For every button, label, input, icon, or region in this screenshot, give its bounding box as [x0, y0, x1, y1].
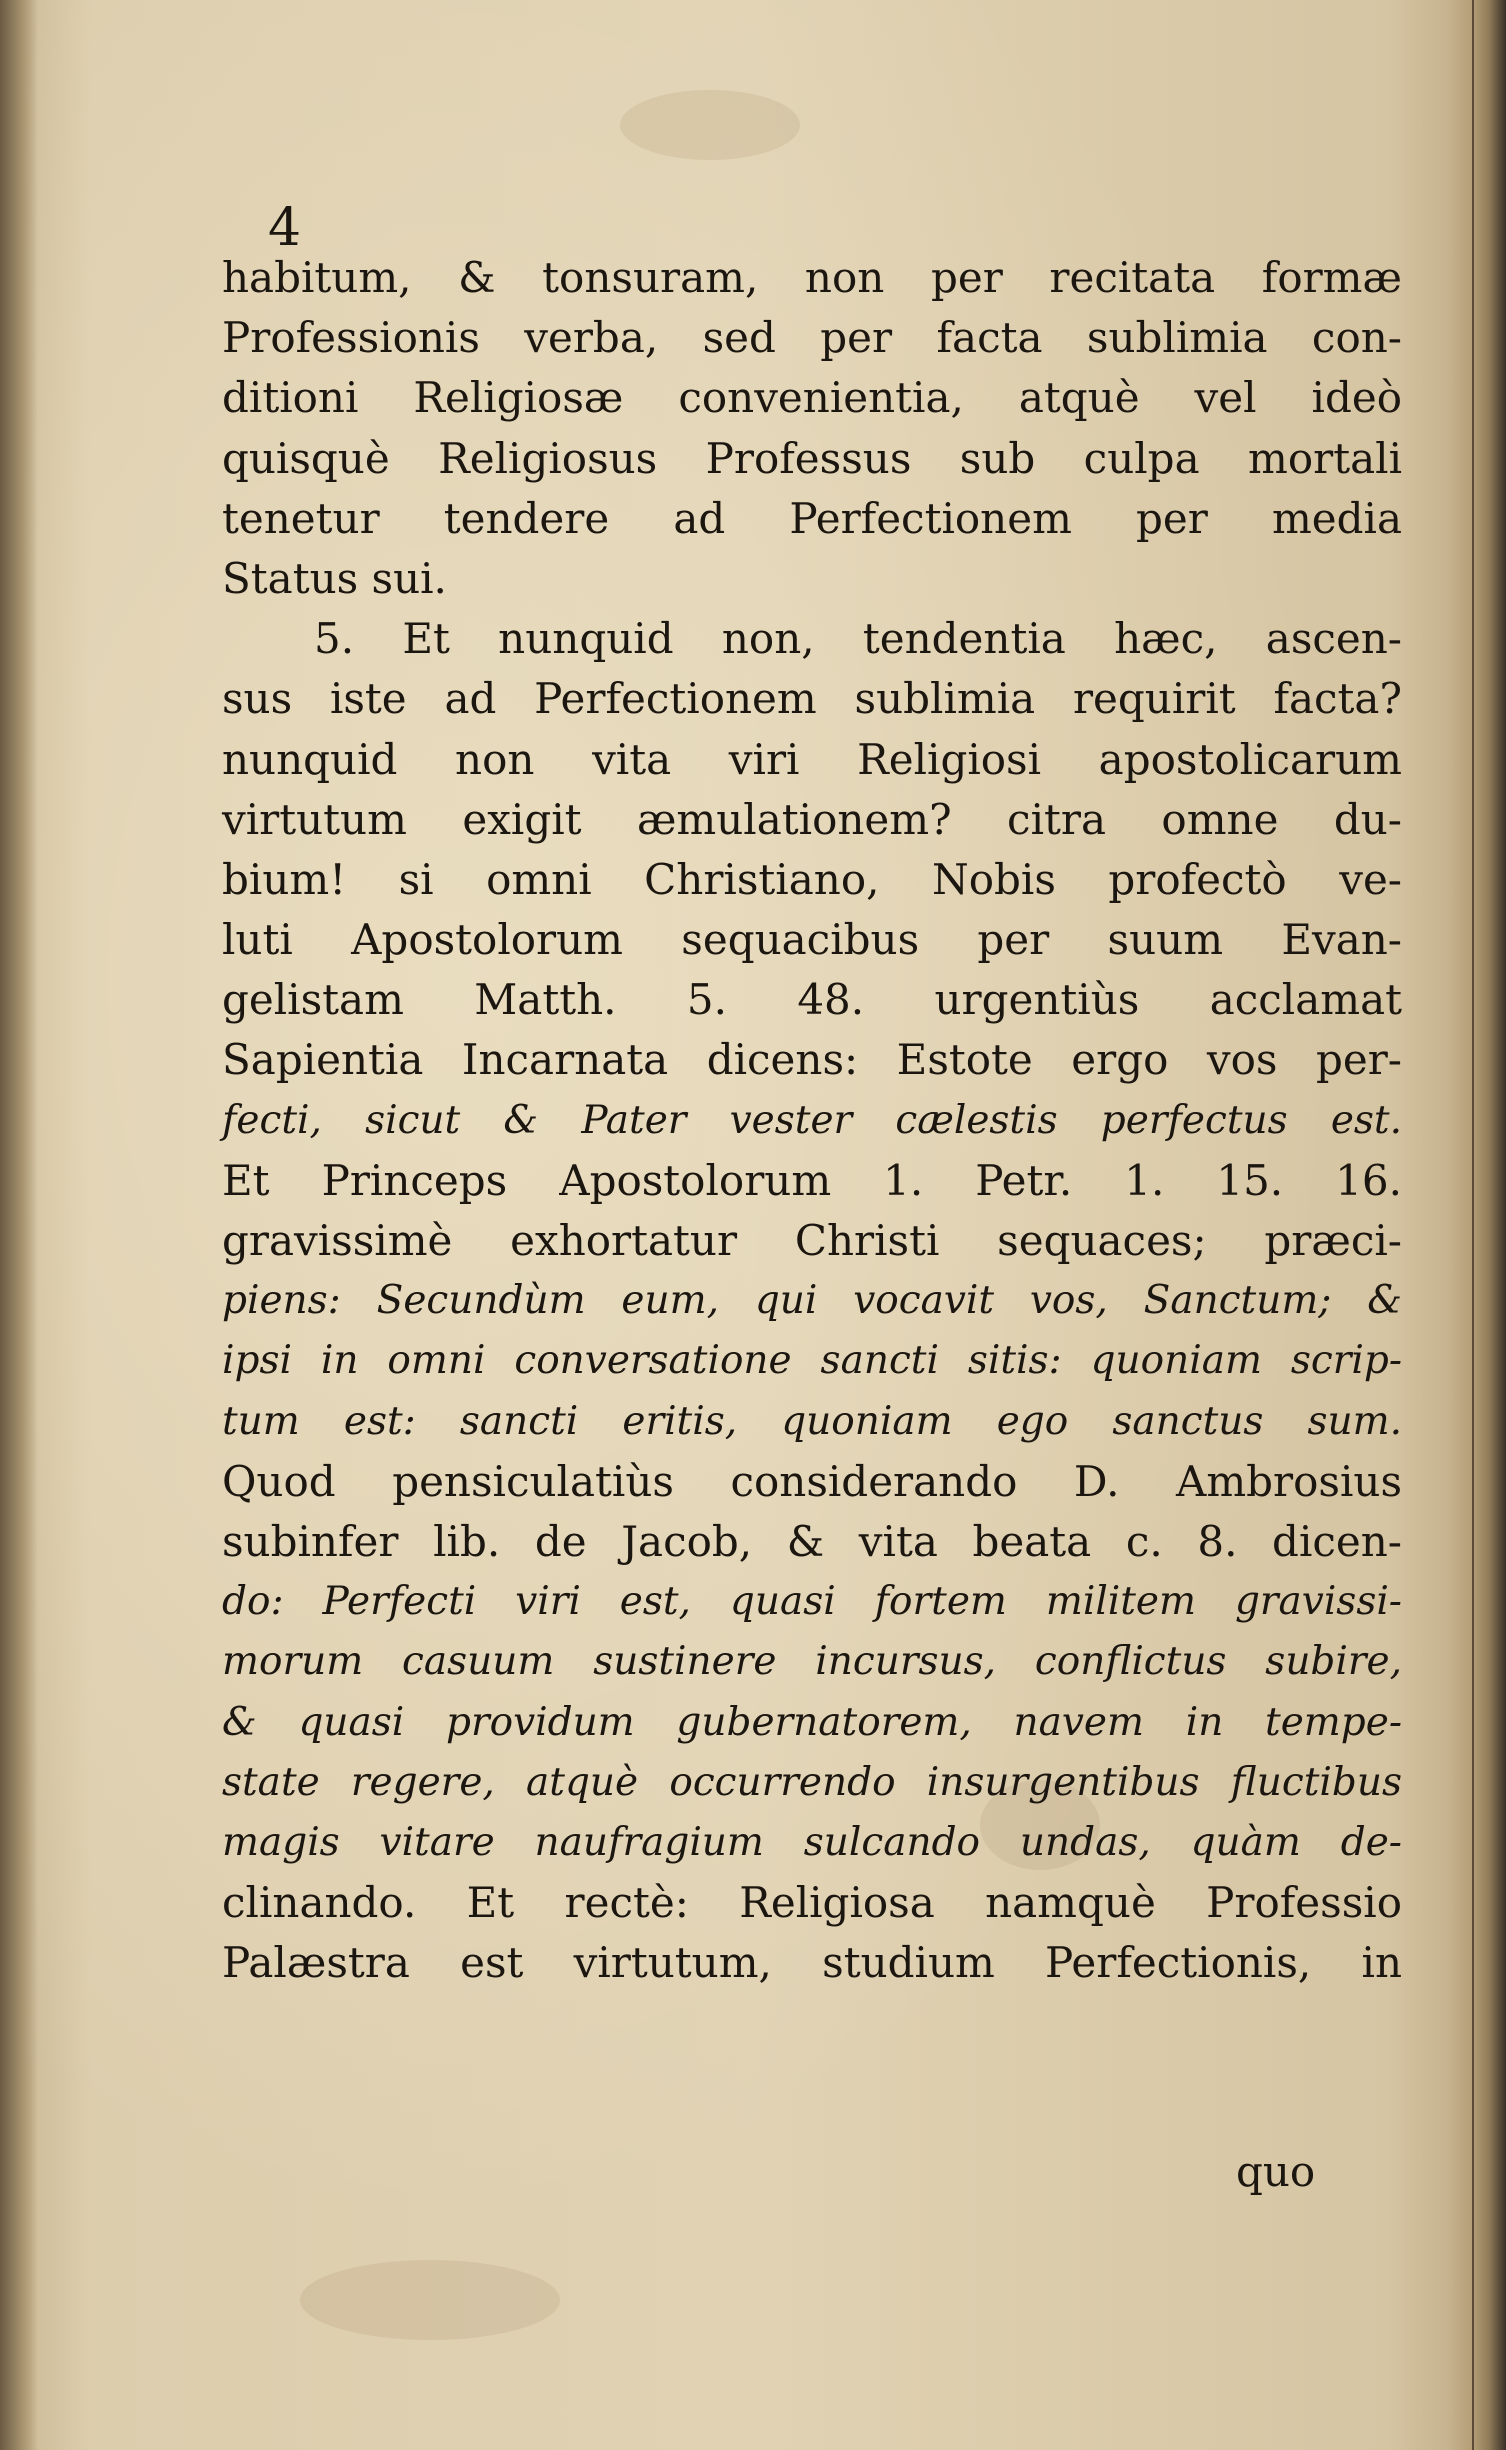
page-edge: [1450, 0, 1506, 2450]
text-line: tenetur tendere ad Perfectionem per media: [222, 493, 1402, 543]
text-line: tum est: sancti eritis, quoniam ego sanctus sum.: [222, 1398, 1402, 1444]
text-line: 5. Et nunquid non, tendentia hæc, ascen-: [314, 614, 1402, 664]
text-line: bium! si omni Christiano, Nobis profectò ve-: [222, 854, 1402, 904]
text-line: nunquid non vita viri Religiosi apostolicarum: [222, 734, 1402, 784]
text-line: state regere, atquè occurrendo insurgentibus fluctibus: [222, 1759, 1402, 1805]
text-line: habitum, & tonsuram, non per recitata formæ: [222, 253, 1402, 302]
text-line: fecti, sicut & Pater vester cælestis perfectus est.: [222, 1097, 1402, 1143]
text-line: Professionis verba, sed per facta sublimia con-: [222, 313, 1402, 363]
text-line: magis vitare naufragium sulcando undas, quàm de-: [222, 1819, 1402, 1865]
text-line: Status sui.: [222, 553, 447, 603]
text-line: quisquè Religiosus Professus sub culpa mortali: [222, 433, 1402, 483]
text-line: Sapientia Incarnata dicens: Estote ergo vos per-: [222, 1035, 1402, 1085]
text-line: luti Apostolorum sequacibus per suum Evan-: [222, 915, 1402, 965]
text-line: gravissimè exhortatur Christi sequaces; præci-: [222, 1216, 1402, 1265]
page-number: 4: [268, 198, 302, 258]
text-line: clinando. Et rectè: Religiosa namquè Professio: [222, 1878, 1402, 1928]
text-line: morum casuum sustinere incursus, conflictus subire,: [222, 1639, 1402, 1685]
text-line: virtutum exigit æmulationem? citra omne du-: [222, 794, 1402, 844]
text-line: Quod pensiculatiùs considerando D. Ambrosius: [222, 1456, 1402, 1506]
paper-stain: [300, 2260, 560, 2340]
paper-stain: [620, 90, 800, 160]
text-line: & quasi providum gubernatorem, navem in tempe-: [222, 1699, 1402, 1745]
text-line: sus iste ad Perfectionem sublimia requirit facta?: [222, 674, 1402, 724]
text-line: piens: Secundùm eum, qui vocavit vos, Sanctum; &: [222, 1278, 1402, 1324]
text-line: subinfer lib. de Jacob, & vita beata c. 8. dicen-: [222, 1516, 1402, 1566]
body-text: [222, 248, 1402, 1993]
text-line: Et Princeps Apostolorum 1. Petr. 1. 15. 16.: [222, 1155, 1402, 1205]
catchword: quo: [1236, 2147, 1316, 2196]
binding-gutter: [0, 0, 38, 2450]
text-line: gelistam Matth. 5. 48. urgentiùs acclamat: [222, 975, 1402, 1025]
text-line: do: Perfecti viri est, quasi fortem militem gravissi-: [222, 1579, 1402, 1625]
text-line: ipsi in omni conversatione sancti sitis: quoniam scrip-: [222, 1338, 1402, 1384]
text-line: ditioni Religiosæ convenientia, atquè vel ideò: [222, 373, 1402, 423]
text-line: Palæstra est virtutum, studium Perfectionis, in: [222, 1938, 1402, 1988]
